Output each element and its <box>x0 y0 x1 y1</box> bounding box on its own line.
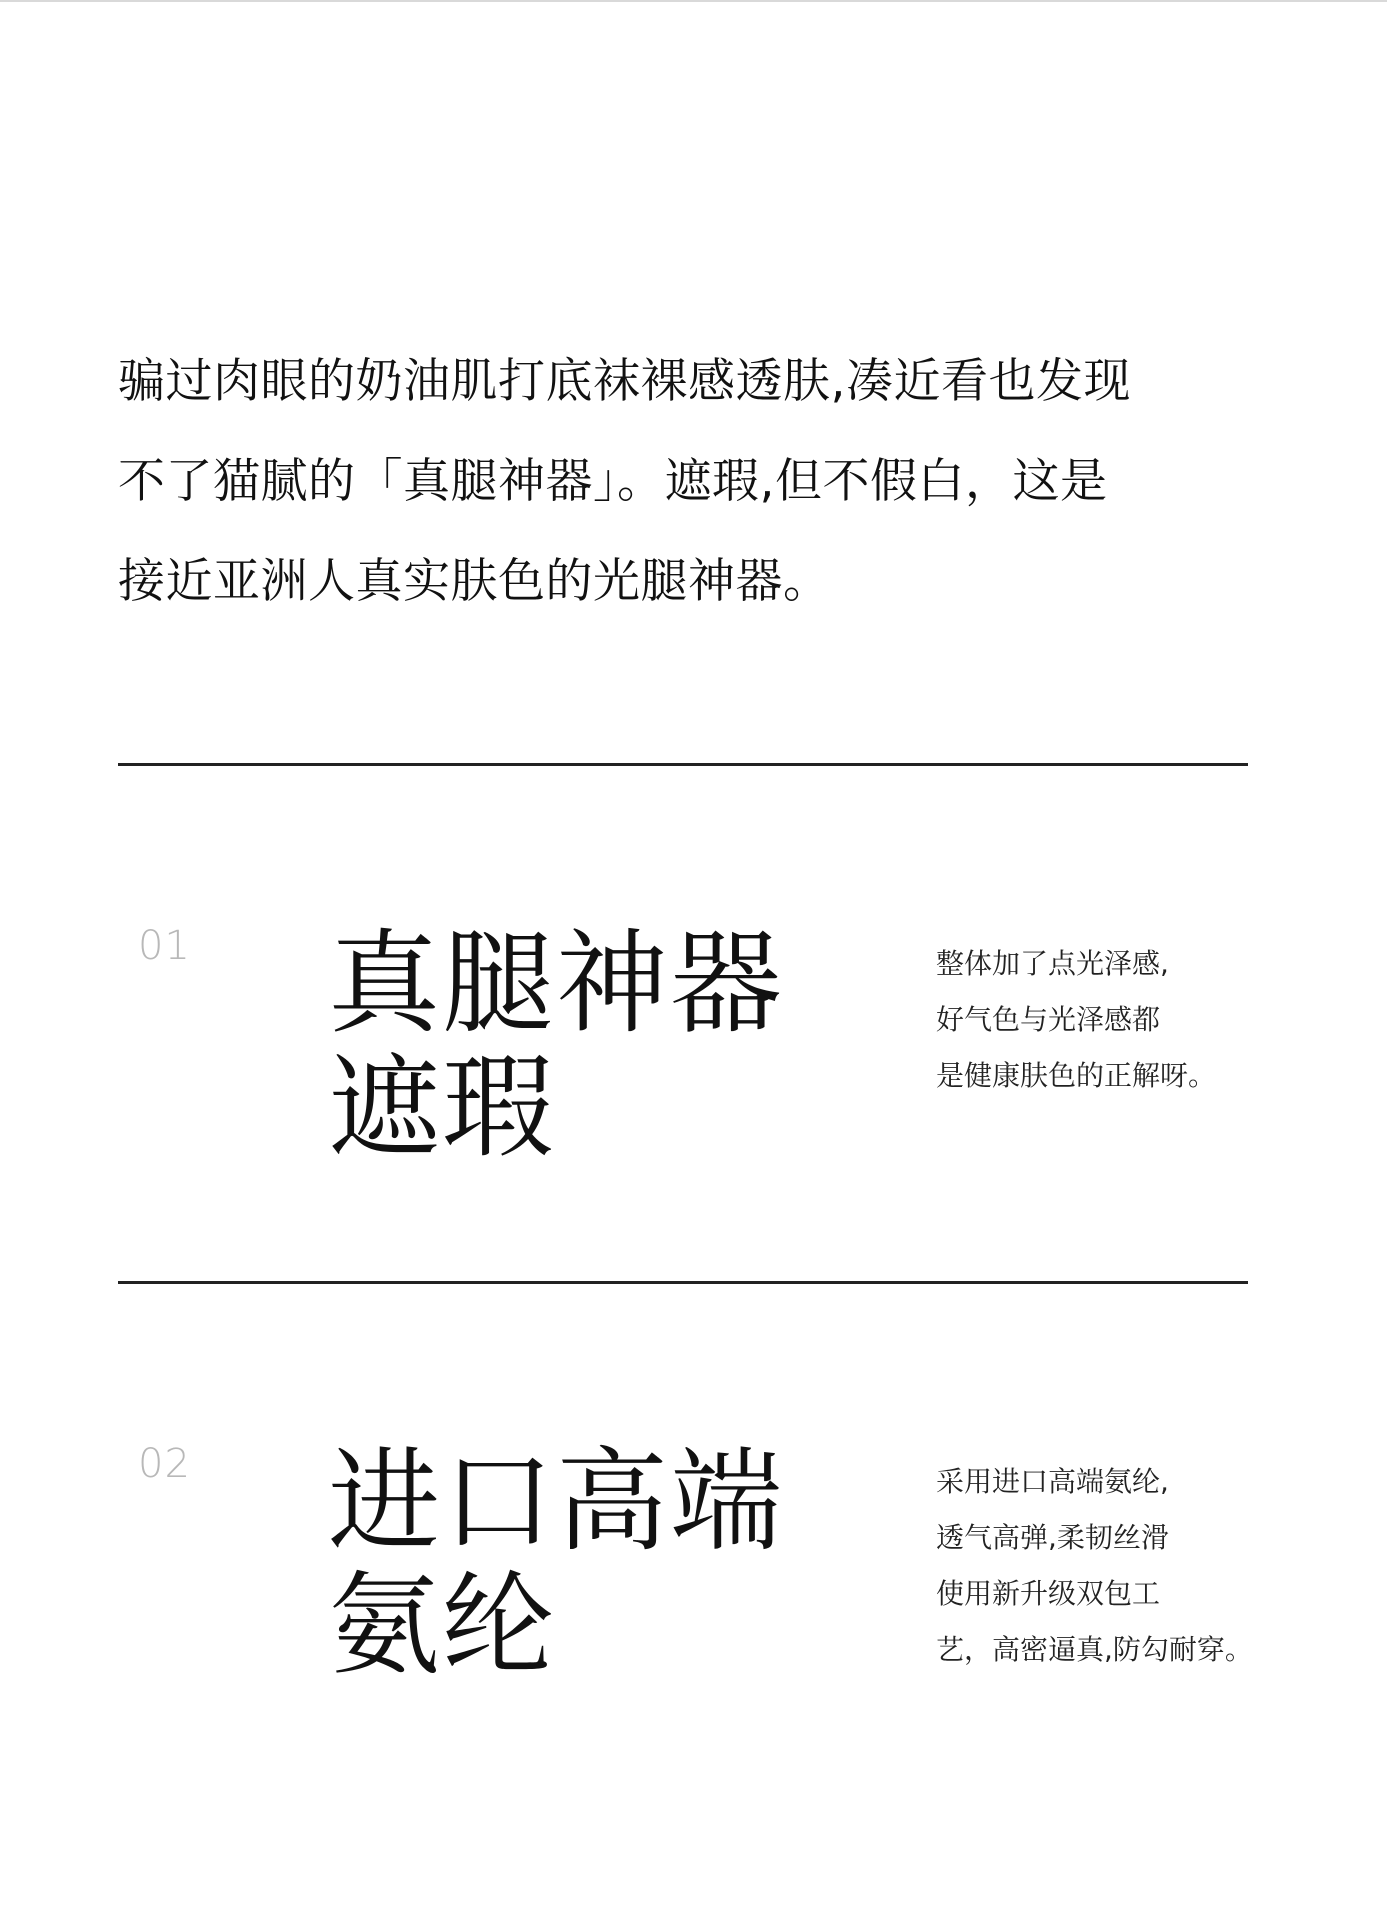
description-line: 透气高弹,柔韧丝滑 <box>936 1521 1169 1554</box>
section-number: 01 <box>138 923 191 969</box>
description-line: 采用进口高端氨纶, <box>936 1465 1169 1498</box>
section-title-line: 真腿神器 <box>328 919 784 1049</box>
description-line: 艺，高密逼真,防勾耐穿。 <box>936 1633 1253 1666</box>
section-divider <box>118 1281 1248 1284</box>
intro-line: 不了猫腻的「真腿神器」。遮瑕,但不假白，这是 <box>118 454 1108 509</box>
section-number: 02 <box>138 1441 191 1487</box>
section-description <box>936 936 1216 1104</box>
intro-paragraph <box>118 332 1268 632</box>
description-line: 使用新升级双包工 <box>936 1577 1161 1610</box>
description-line: 整体加了点光泽感, <box>936 947 1169 980</box>
section-title-line: 进口高端 <box>328 1437 784 1567</box>
intro-line: 骗过肉眼的奶油肌打底袜裸感透肤,凑近看也发现 <box>118 354 1131 409</box>
section-title-line: 氨纶 <box>328 1561 556 1691</box>
section-divider <box>118 763 1248 766</box>
section-title-line: 遮瑕 <box>328 1043 556 1173</box>
section-title <box>328 919 784 1173</box>
intro-line: 接近亚洲人真实肤色的光腿神器。 <box>118 554 831 609</box>
top-border <box>0 0 1387 2</box>
description-line: 好气色与光泽感都 <box>936 1003 1161 1036</box>
description-line: 是健康肤色的正解呀。 <box>936 1059 1217 1092</box>
section-description <box>936 1454 1253 1678</box>
section-title <box>328 1437 784 1691</box>
